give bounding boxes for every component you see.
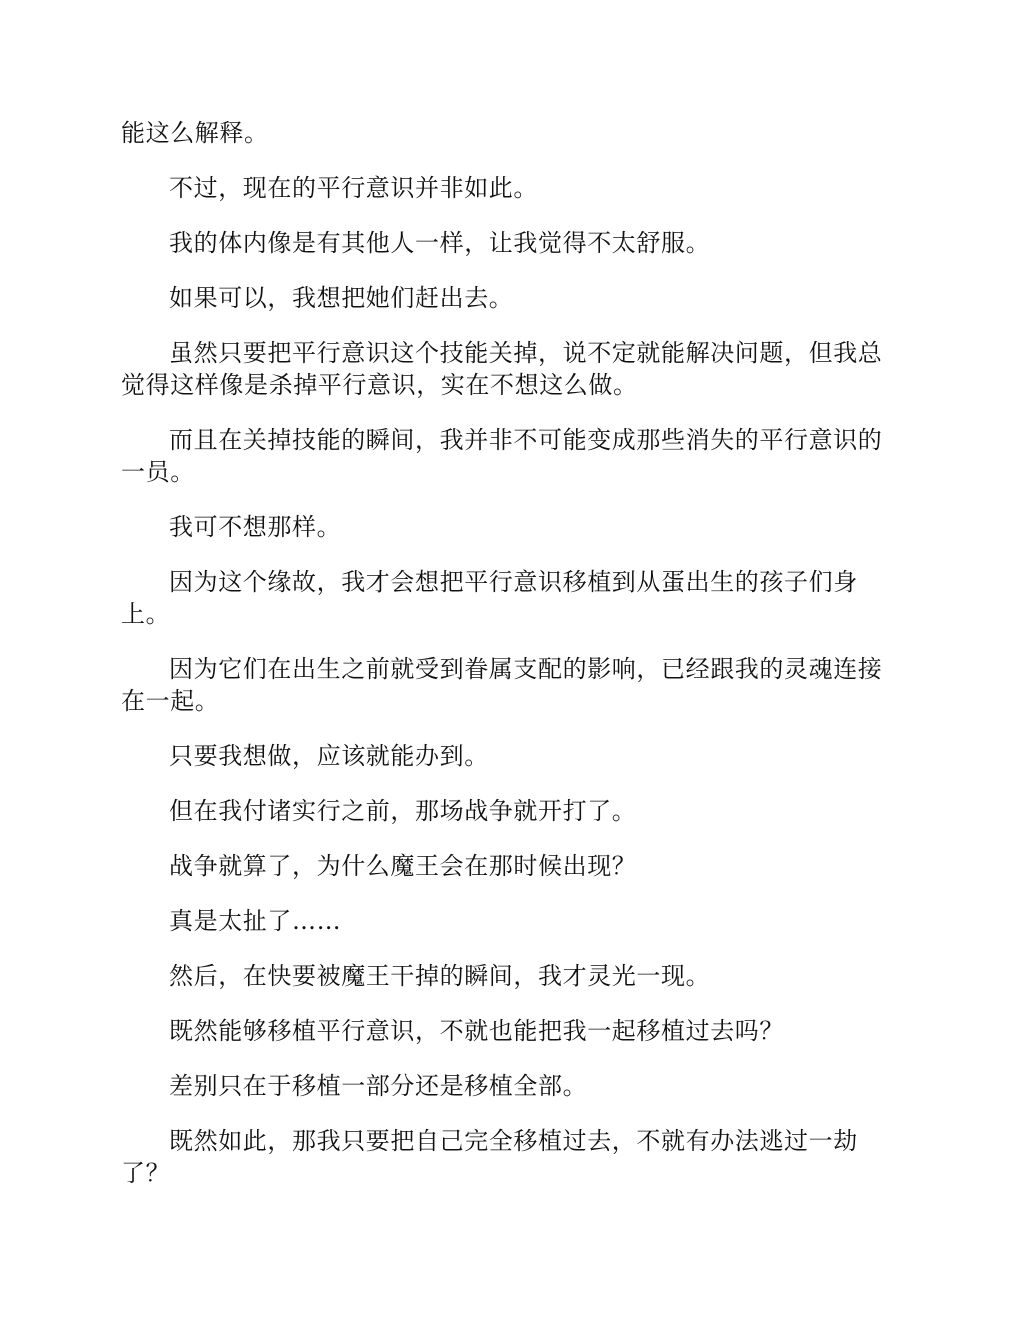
paragraph: 不过，现在的平行意识并非如此。 — [169, 174, 538, 202]
paragraph: 但在我付诸实行之前，那场战争就开打了。 — [169, 797, 637, 825]
paragraph: 虽然只要把平行意识这个技能关掉，说不定就能解决问题，但我总觉得这样像是杀掉平行意识，实在不想这么做。 — [121, 339, 883, 399]
paragraph: 我可不想那样。 — [169, 513, 342, 541]
paragraph: 战争就算了，为什么魔王会在那时候出现？ — [169, 852, 637, 880]
paragraph: 然后，在快要被魔王干掉的瞬间，我才灵光一现。 — [169, 962, 711, 990]
paragraph: 能这么解释。 — [121, 119, 269, 147]
paragraph: 既然能够移植平行意识，不就也能把我一起移植过去吗？ — [169, 1017, 784, 1045]
paragraph: 而且在关掉技能的瞬间，我并非不可能变成那些消失的平行意识的一员。 — [121, 426, 883, 486]
paragraph: 真是太扯了…… — [169, 907, 342, 935]
paragraph: 差别只在于移植一部分还是移植全部。 — [169, 1072, 588, 1100]
paragraph: 只要我想做，应该就能办到。 — [169, 742, 489, 770]
paragraph: 因为这个缘故，我才会想把平行意识移植到从蛋出生的孩子们身上。 — [121, 568, 858, 628]
paragraph: 我的体内像是有其他人一样，让我觉得不太舒服。 — [169, 229, 711, 257]
paragraph: 如果可以，我想把她们赶出去。 — [169, 284, 514, 312]
paragraph: 因为它们在出生之前就受到眷属支配的影响，已经跟我的灵魂连接在一起。 — [121, 655, 883, 715]
document-text-body — [121, 117, 897, 1212]
paragraph: 既然如此，那我只要把自己完全移植过去，不就有办法逃过一劫了？ — [121, 1127, 858, 1187]
